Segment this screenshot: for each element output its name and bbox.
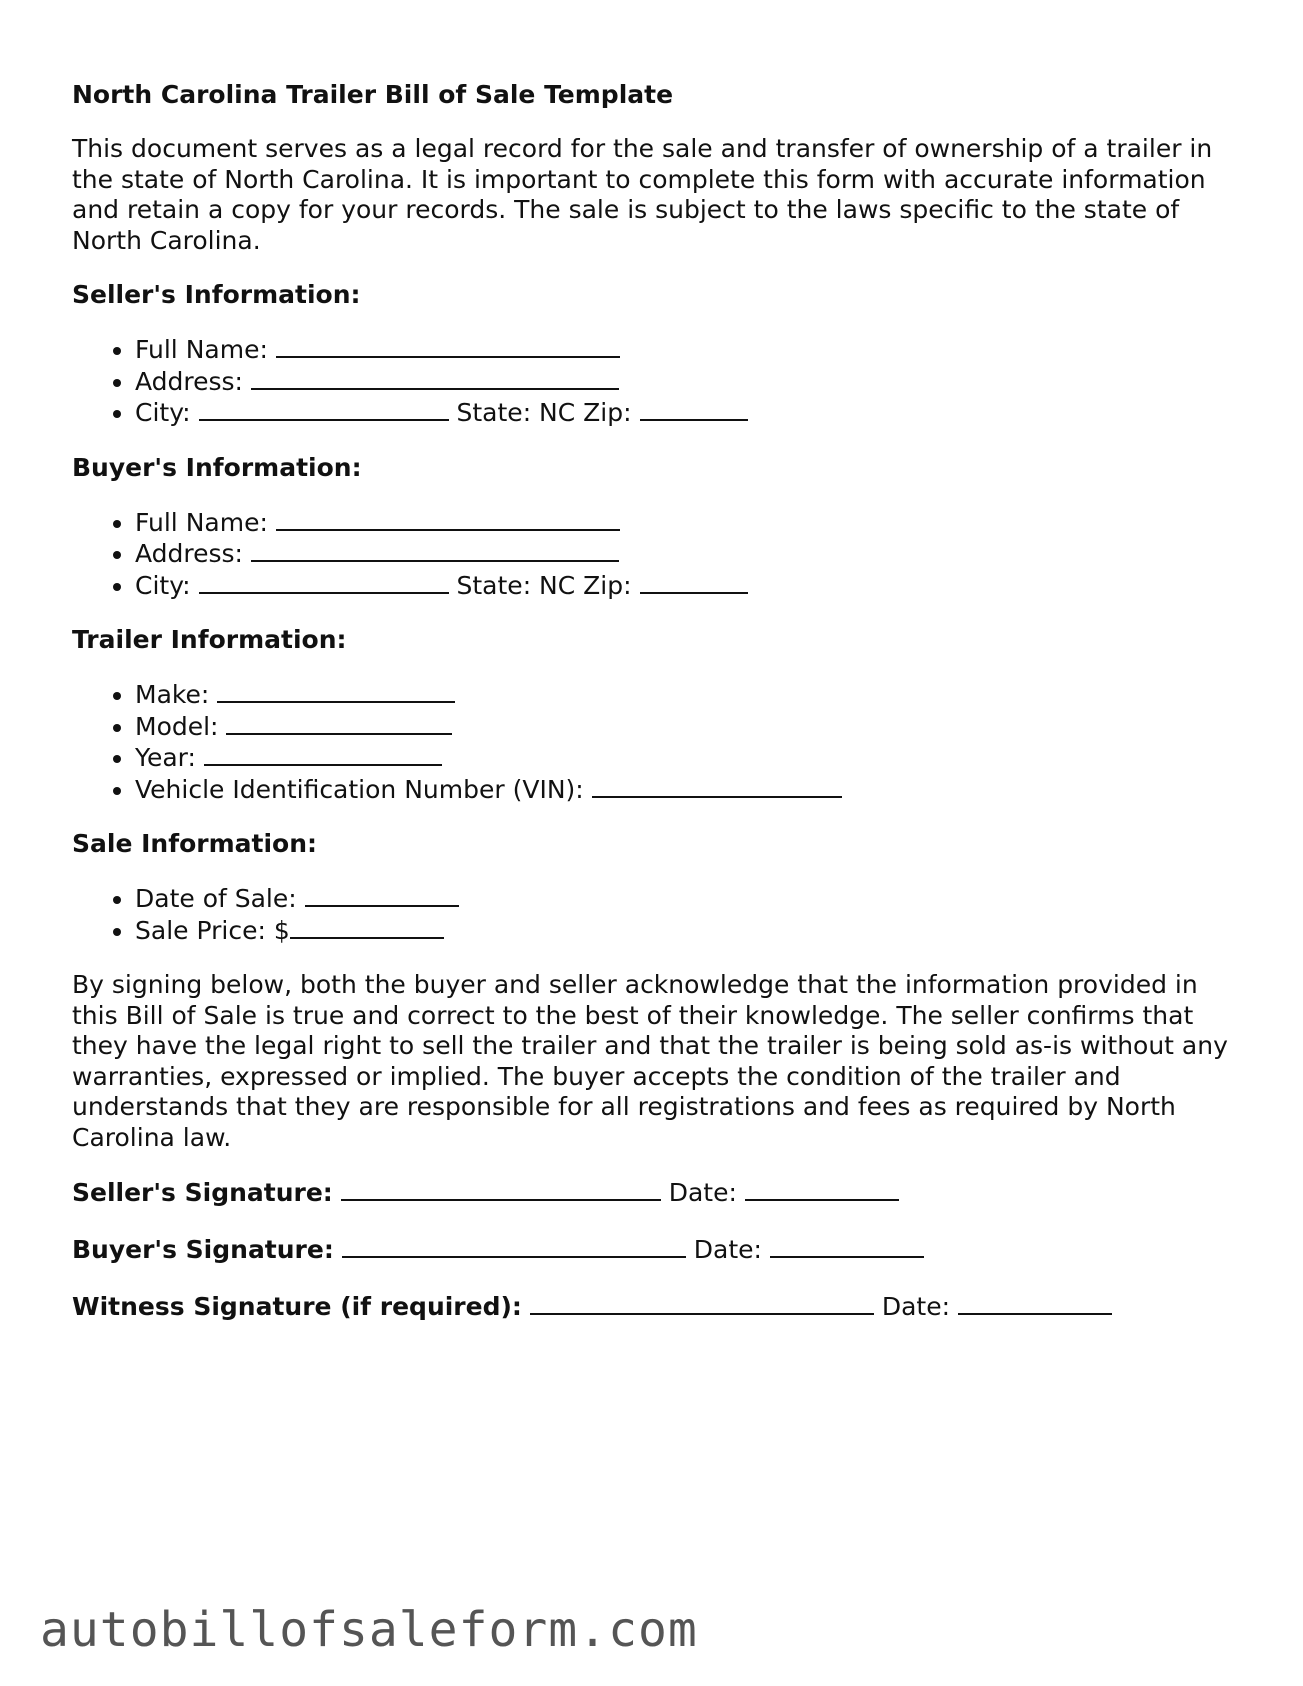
trailer-make-label: Make: — [135, 680, 210, 709]
trailer-model-label: Model: — [135, 711, 219, 741]
trailer-model-item — [135, 711, 1232, 743]
sale-fields — [72, 883, 1232, 946]
buyer-fields — [72, 507, 1232, 602]
witness-signature-line — [72, 1291, 1232, 1322]
seller-zip-label: Zip: — [583, 398, 632, 427]
witness-signature-field[interactable] — [530, 1291, 874, 1315]
seller-signature-label: Seller's Signature: — [72, 1178, 333, 1207]
trailer-make-item — [135, 679, 1232, 711]
buyer-signature-label: Buyer's Signature: — [72, 1235, 334, 1264]
buyer-address-field[interactable] — [251, 538, 619, 562]
trailer-make-field[interactable] — [217, 679, 455, 703]
acknowledgement-paragraph: By signing below, both the buyer and seller acknowledge that the information provided in this Bill of Sale is true and correct to the best of their knowledge. The seller confirms that they have the legal right to sell the trailer and that the trailer is being sold as-is without any warranties, expressed or implied. The buyer accepts the condition of the trailer and understands that they are responsible for all registrations and fees as required by North Carolina law. — [72, 970, 1228, 1152]
sale-price-field[interactable] — [290, 915, 444, 939]
trailer-heading: Trailer Information: — [72, 625, 347, 654]
buyer-full-name-item — [135, 507, 1232, 539]
seller-address-item — [135, 366, 1232, 398]
seller-heading: Seller's Information: — [72, 280, 361, 309]
buyer-city-label: City: — [135, 570, 191, 600]
buyer-city-item — [135, 570, 1232, 602]
seller-city-label: City: — [135, 398, 191, 427]
trailer-year-field[interactable] — [204, 742, 442, 766]
seller-full-name-item — [135, 334, 1232, 366]
seller-address-field[interactable] — [251, 366, 619, 390]
seller-zip-field[interactable] — [640, 397, 748, 421]
buyer-date-label: Date: — [693, 1235, 762, 1264]
witness-date-field[interactable] — [958, 1291, 1112, 1315]
buyer-full-name-label: Full Name: — [135, 507, 268, 537]
seller-date-label: Date: — [668, 1178, 737, 1207]
witness-signature-label: Witness Signature (if required): — [72, 1292, 522, 1321]
seller-city-item — [135, 397, 1232, 429]
seller-fields — [72, 334, 1232, 429]
site-watermark: autobillofsaleform.com — [40, 1602, 698, 1658]
buyer-address-item — [135, 538, 1232, 570]
trailer-model-field[interactable] — [226, 711, 452, 735]
trailer-vin-label: Vehicle Identification Number (VIN): — [135, 774, 584, 804]
buyer-signature-field[interactable] — [342, 1234, 686, 1258]
trailer-year-item — [135, 742, 1232, 774]
seller-city-field[interactable] — [199, 397, 449, 421]
buyer-zip-field[interactable] — [640, 570, 748, 594]
sale-price-item — [135, 915, 1232, 947]
trailer-vin-field[interactable] — [592, 774, 842, 798]
intro-paragraph: This document serves as a legal record for the sale and transfer of ownership of a trailer in the state of North Carolina. It is important to complete this form with accurate information and retain a copy for your records. The sale is subject to the laws specific to the state of North Carolina. — [72, 134, 1213, 255]
buyer-zip-label: Zip: — [583, 570, 632, 600]
trailer-year-label: Year: — [135, 743, 196, 772]
seller-signature-line — [72, 1177, 1232, 1208]
seller-date-field[interactable] — [745, 1177, 899, 1201]
seller-state-label: State: NC — [456, 398, 576, 427]
buyer-signature-line — [72, 1234, 1232, 1265]
seller-full-name-label: Full Name: — [135, 335, 268, 364]
buyer-full-name-field[interactable] — [276, 507, 620, 531]
buyer-state-label: State: NC — [456, 570, 576, 600]
seller-address-label: Address: — [135, 366, 243, 396]
trailer-vin-item — [135, 774, 1232, 806]
sale-date-field[interactable] — [305, 883, 459, 907]
seller-full-name-field[interactable] — [276, 334, 620, 358]
sale-price-label: Sale Price: $ — [135, 915, 290, 945]
trailer-fields — [72, 679, 1232, 805]
buyer-city-field[interactable] — [199, 570, 449, 594]
sale-heading: Sale Information: — [72, 829, 317, 858]
buyer-date-field[interactable] — [770, 1234, 924, 1258]
sale-date-label: Date of Sale: — [135, 884, 297, 913]
buyer-heading: Buyer's Information: — [72, 452, 362, 482]
document-title: North Carolina Trailer Bill of Sale Template — [72, 80, 674, 109]
bill-of-sale-document — [72, 80, 1232, 1348]
witness-date-label: Date: — [881, 1292, 951, 1321]
buyer-address-label: Address: — [135, 539, 243, 568]
sale-date-item — [135, 883, 1232, 915]
seller-signature-field[interactable] — [341, 1177, 661, 1201]
